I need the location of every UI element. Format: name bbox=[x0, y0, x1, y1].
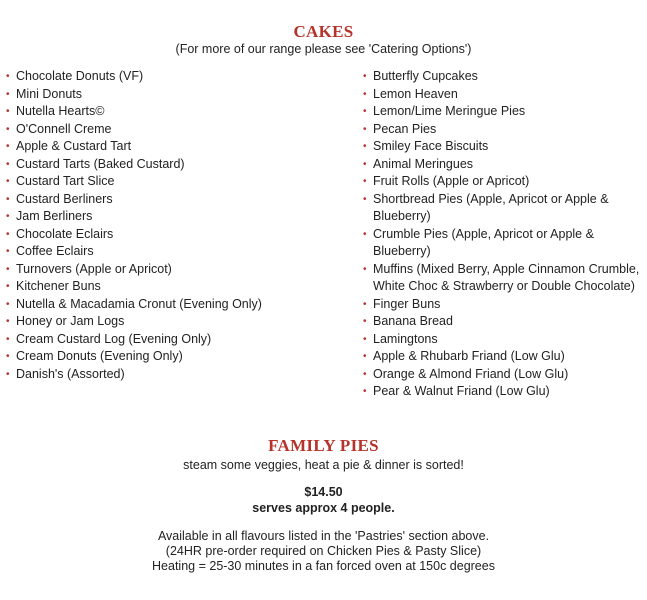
menu-list-item bbox=[363, 121, 647, 139]
menu-list-item bbox=[6, 331, 346, 349]
bullet-icon: • bbox=[363, 368, 367, 380]
bullet-icon: • bbox=[363, 71, 367, 82]
menu-item-label: Pear & Walnut Friand (Low Glu) bbox=[373, 384, 550, 398]
menu-list-item bbox=[6, 138, 346, 156]
menu-list-item bbox=[363, 226, 647, 261]
bullet-icon: • bbox=[6, 281, 10, 292]
menu-list-item bbox=[6, 86, 346, 104]
bullet-icon: • bbox=[6, 211, 10, 222]
menu-item-label: Custard Tart Slice bbox=[16, 174, 115, 188]
menu-item-label: Chocolate Eclairs bbox=[16, 226, 114, 241]
menu-list-item bbox=[6, 296, 346, 314]
family-pies-note: Available in all flavours listed in the 'Pastries' section above. bbox=[157, 529, 490, 543]
family-pies-title: FAMILY PIES bbox=[268, 436, 379, 455]
bullet-icon: • bbox=[363, 316, 367, 327]
menu-list-item bbox=[363, 191, 647, 226]
menu-item-label: Orange & Almond Friand (Low Glu) bbox=[373, 366, 569, 381]
menu-item-label: Jam Berliners bbox=[16, 209, 93, 223]
cakes-left-column bbox=[6, 68, 346, 383]
menu-item-label: Animal Meringues bbox=[373, 156, 474, 171]
menu-item-label: Lemon/Lime Meringue Pies bbox=[373, 104, 526, 118]
menu-item-label: Cream Custard Log (Evening Only) bbox=[16, 331, 212, 346]
bullet-icon: • bbox=[363, 123, 367, 135]
menu-item-label: Coffee Eclairs bbox=[16, 244, 94, 258]
menu-list-item bbox=[6, 243, 346, 261]
menu-item-label: Custard Tarts (Baked Custard) bbox=[16, 156, 185, 171]
cakes-section-header bbox=[0, 22, 647, 42]
menu-list-item bbox=[363, 383, 647, 401]
cakes-title: CAKES bbox=[293, 22, 354, 41]
bullet-icon: • bbox=[363, 386, 367, 397]
menu-list-item bbox=[363, 103, 647, 121]
bullet-icon: • bbox=[6, 351, 10, 362]
menu-item-label: Lemon Heaven bbox=[373, 86, 458, 101]
menu-item-label: Pecan Pies bbox=[373, 121, 437, 136]
menu-list-item bbox=[363, 331, 647, 349]
menu-list-item bbox=[363, 173, 647, 191]
bullet-icon: • bbox=[363, 351, 367, 362]
bullet-icon: • bbox=[6, 193, 10, 205]
menu-list-item bbox=[6, 156, 346, 174]
menu-item-label: Crumble Pies (Apple, Apricot or Apple & Blueberry) bbox=[373, 226, 594, 258]
bullet-icon: • bbox=[6, 263, 10, 275]
family-pies-header bbox=[0, 436, 647, 456]
bullet-icon: • bbox=[363, 263, 367, 275]
menu-list-item bbox=[6, 121, 346, 139]
bullet-icon: • bbox=[363, 228, 367, 240]
bullet-icon: • bbox=[363, 193, 367, 205]
bullet-icon: • bbox=[6, 298, 10, 310]
bullet-icon: • bbox=[363, 298, 367, 310]
menu-list-item bbox=[6, 313, 346, 331]
bullet-icon: • bbox=[363, 158, 367, 170]
bullet-icon: • bbox=[6, 106, 10, 117]
bullet-icon: • bbox=[363, 106, 367, 117]
menu-item-label: Mini Donuts bbox=[16, 86, 82, 101]
menu-list-item bbox=[6, 366, 346, 384]
cakes-right-list bbox=[363, 68, 647, 401]
bullet-icon: • bbox=[6, 333, 10, 345]
menu-list-item bbox=[363, 366, 647, 384]
menu-list-item bbox=[6, 68, 346, 86]
family-pies-notes bbox=[0, 529, 647, 574]
bullet-icon: • bbox=[6, 71, 10, 82]
cakes-right-column bbox=[363, 68, 647, 401]
menu-list-item bbox=[6, 191, 346, 209]
menu-item-label: Cream Donuts (Evening Only) bbox=[16, 349, 183, 363]
menu-item-label: Lamingtons bbox=[373, 331, 438, 346]
menu-list-item bbox=[6, 103, 346, 121]
bullet-icon: • bbox=[6, 228, 10, 240]
menu-list-item bbox=[363, 156, 647, 174]
family-pies-price: $14.50 bbox=[304, 485, 343, 499]
family-pies-serves: serves approx 4 people. bbox=[252, 501, 395, 515]
bullet-icon: • bbox=[363, 141, 367, 152]
cakes-subtitle: (For more of our range please see 'Catering Options') bbox=[175, 42, 472, 56]
menu-list-item bbox=[6, 278, 346, 296]
menu-item-label: Apple & Custard Tart bbox=[16, 139, 132, 153]
bullet-icon: • bbox=[363, 333, 367, 345]
menu-item-label: Fruit Rolls (Apple or Apricot) bbox=[373, 174, 530, 188]
bullet-icon: • bbox=[363, 176, 367, 187]
bullet-icon: • bbox=[6, 316, 10, 327]
bullet-icon: • bbox=[363, 88, 367, 100]
menu-list-item bbox=[363, 261, 647, 296]
menu-list-item bbox=[363, 138, 647, 156]
family-pies-note: Heating = 25-30 minutes in a fan forced oven at 150c degrees bbox=[152, 559, 495, 573]
menu-list-item bbox=[6, 208, 346, 226]
bullet-icon: • bbox=[6, 246, 10, 257]
bullet-icon: • bbox=[6, 141, 10, 152]
menu-list-item bbox=[363, 348, 647, 366]
menu-item-label: Butterfly Cupcakes bbox=[373, 69, 478, 83]
menu-list-item bbox=[363, 313, 647, 331]
menu-list-item bbox=[6, 226, 346, 244]
menu-item-label: Chocolate Donuts (VF) bbox=[16, 69, 144, 83]
menu-list-item bbox=[363, 68, 647, 86]
menu-item-label: Honey or Jam Logs bbox=[16, 314, 125, 328]
family-pies-subtitle: steam some veggies, heat a pie & dinner is sorted! bbox=[183, 458, 464, 472]
menu-item-label: O'Connell Creme bbox=[16, 121, 112, 136]
menu-list-item bbox=[363, 296, 647, 314]
menu-list-item bbox=[6, 348, 346, 366]
bullet-icon: • bbox=[6, 158, 10, 170]
cakes-left-list bbox=[6, 68, 346, 383]
menu-item-label: Finger Buns bbox=[373, 296, 441, 311]
menu-item-label: Nutella Hearts© bbox=[16, 104, 105, 118]
menu-item-label: Banana Bread bbox=[373, 314, 453, 328]
menu-item-label: Nutella & Macadamia Cronut (Evening Only) bbox=[16, 296, 262, 311]
family-pies-note: (24HR pre-order required on Chicken Pies & Pasty Slice) bbox=[165, 544, 482, 558]
bullet-icon: • bbox=[6, 176, 10, 187]
menu-item-label: Kitchener Buns bbox=[16, 279, 101, 293]
menu-list-item bbox=[363, 86, 647, 104]
menu-item-label: Apple & Rhubarb Friand (Low Glu) bbox=[373, 349, 565, 363]
cakes-subtitle-wrap bbox=[0, 42, 647, 56]
menu-item-label: Muffins (Mixed Berry, Apple Cinnamon Crumble, White Choc & Strawberry or Double Chocolate) bbox=[373, 261, 640, 293]
family-pies-subtitle-wrap bbox=[0, 458, 647, 472]
bullet-icon: • bbox=[6, 123, 10, 135]
menu-list-item bbox=[6, 261, 346, 279]
menu-item-label: Custard Berliners bbox=[16, 191, 113, 206]
bullet-icon: • bbox=[6, 368, 10, 380]
menu-item-label: Turnovers (Apple or Apricot) bbox=[16, 261, 172, 276]
menu-item-label: Danish's (Assorted) bbox=[16, 366, 125, 381]
menu-list-item bbox=[6, 173, 346, 191]
menu-item-label: Smiley Face Biscuits bbox=[373, 139, 489, 153]
menu-item-label: Shortbread Pies (Apple, Apricot or Apple & Blueberry) bbox=[373, 191, 609, 223]
bullet-icon: • bbox=[6, 88, 10, 100]
